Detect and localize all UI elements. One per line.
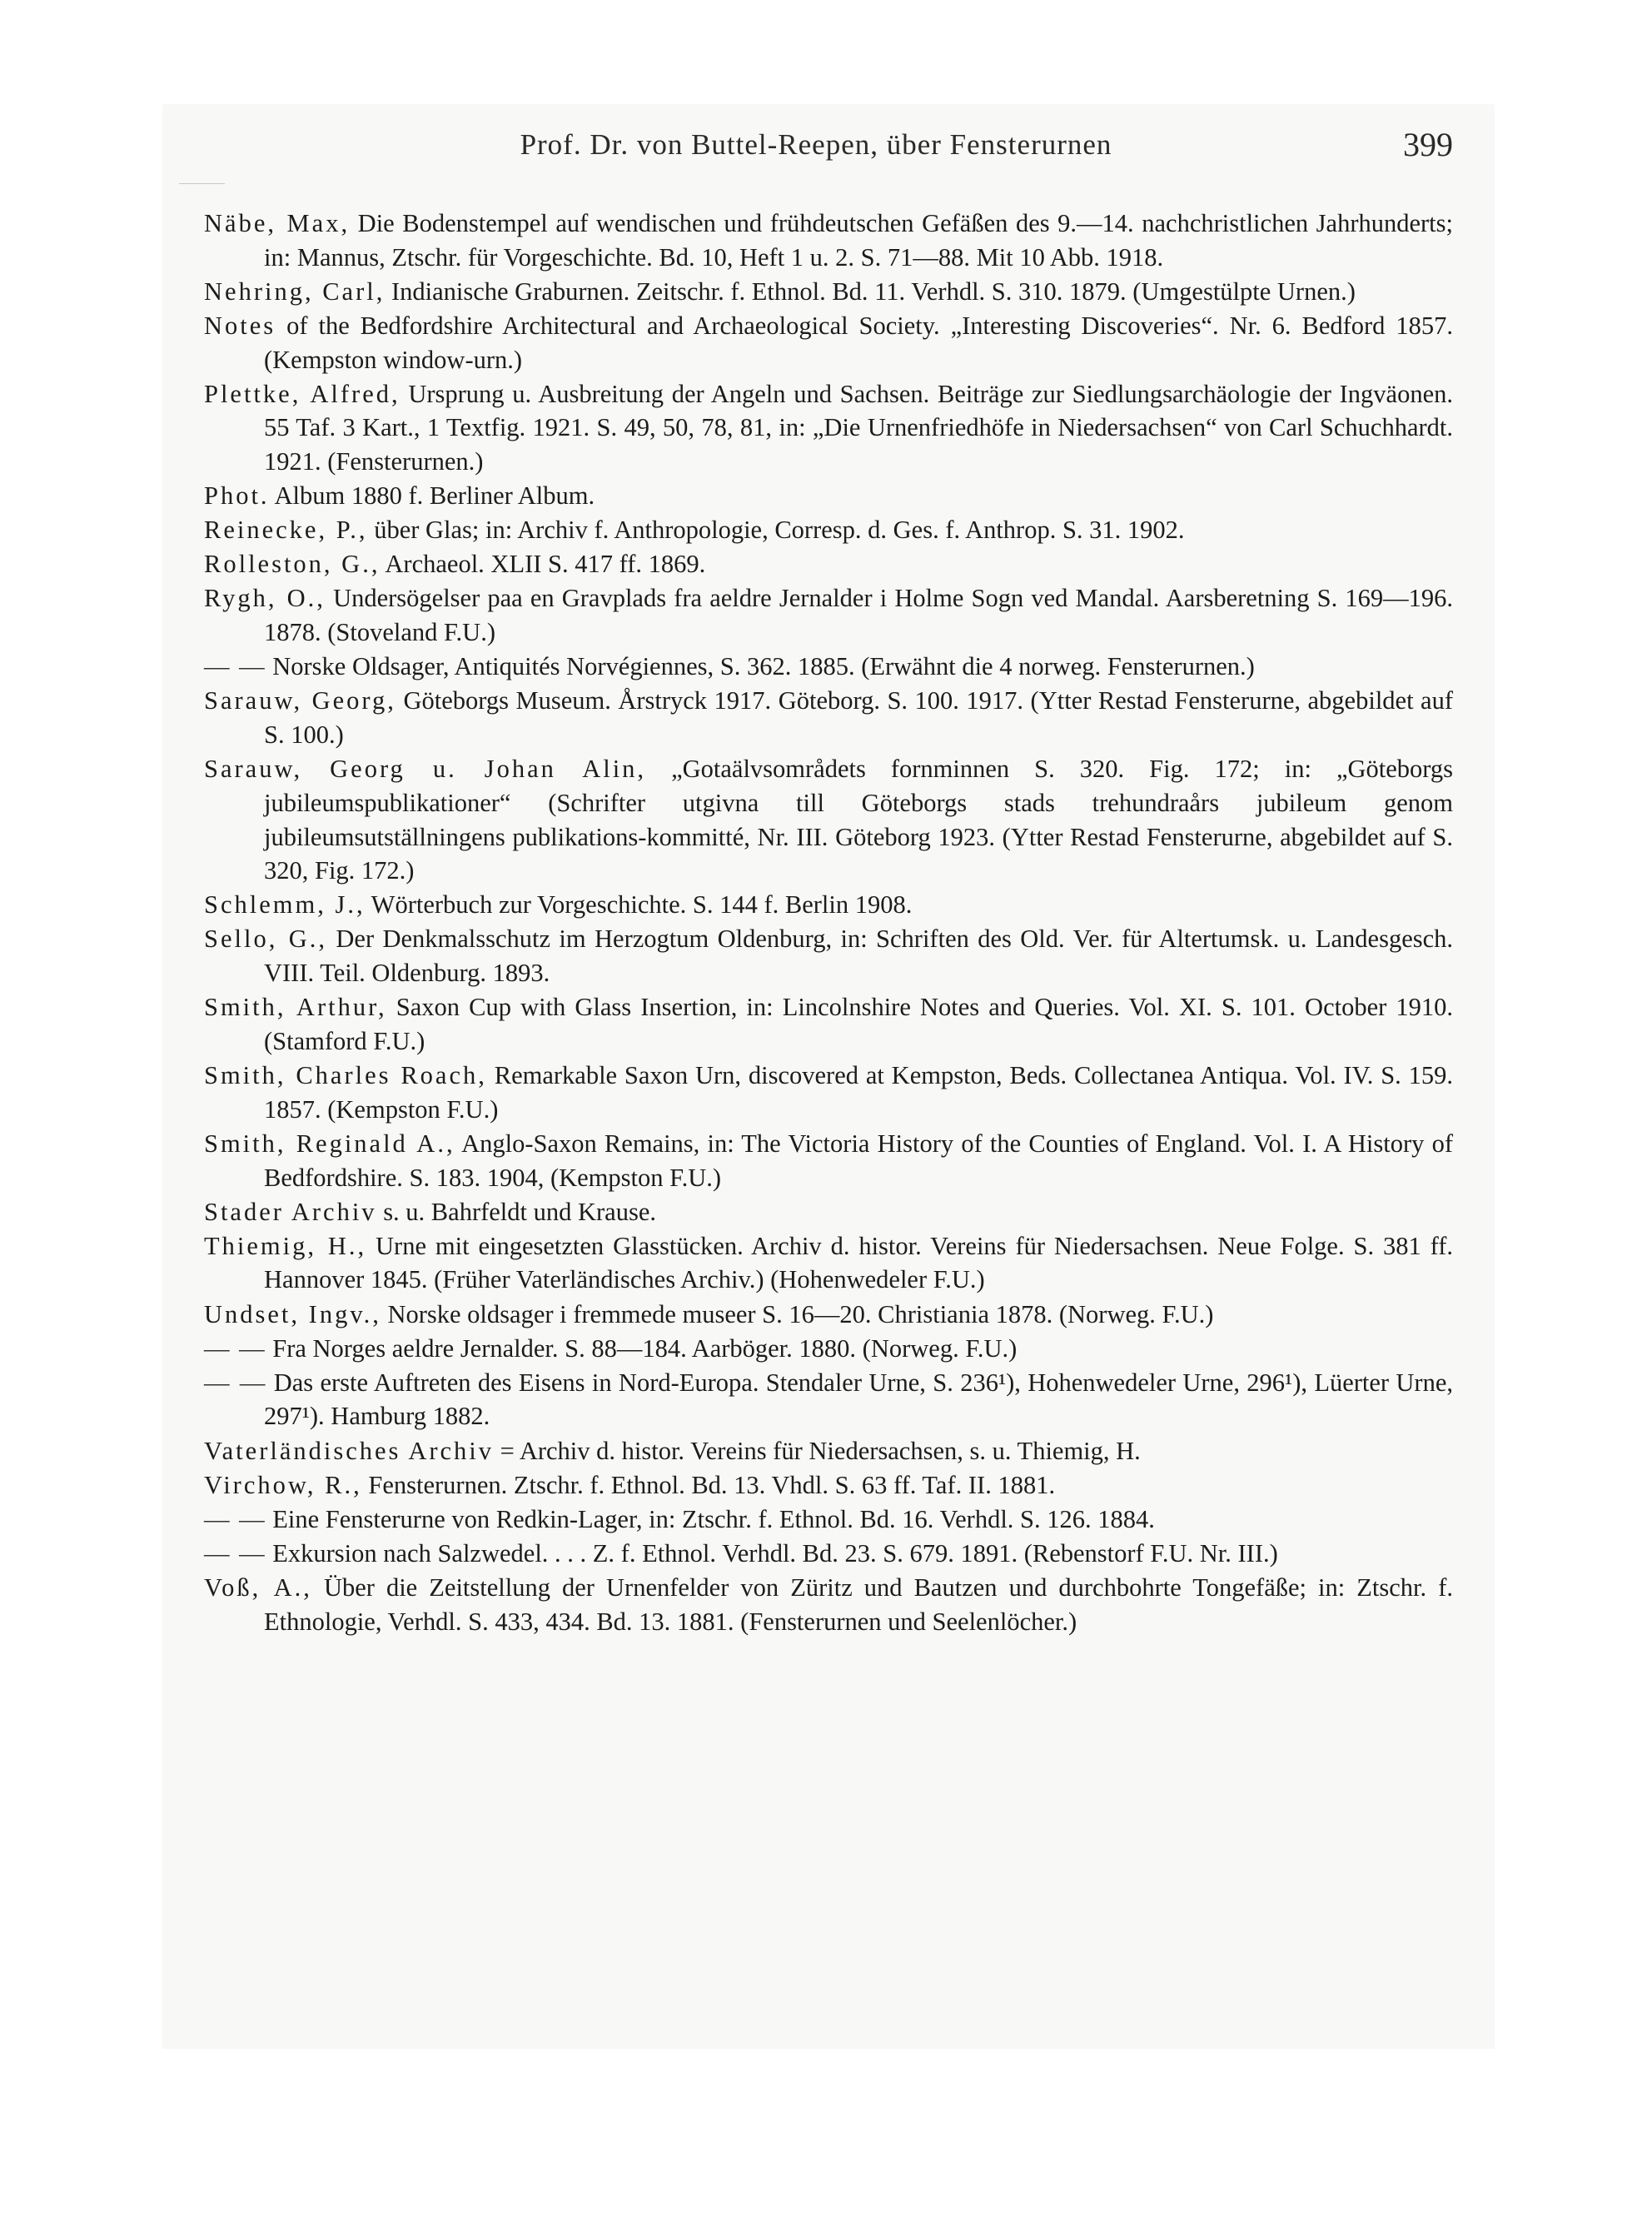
entry-author: — —: [204, 1504, 266, 1533]
entry-author: Virchow, R.,: [204, 1470, 362, 1499]
entry-author: Undset, Ingv.,: [204, 1299, 381, 1328]
page-header: [179, 125, 1453, 175]
entry-author: Stader Archiv: [204, 1197, 377, 1226]
entry-text: Norske Oldsager, Antiquités Norvégiennes, S. 362. 1885. (Erwähnt die 4 norweg. Fensterurnen.): [272, 652, 1255, 681]
entry-author: Phot.: [204, 481, 270, 511]
entry-text: Indianische Graburnen. Zeitschr. f. Ethnol. Bd. 11. Verhdl. S. 310. 1879. (Umgestülpte Urnen.): [391, 277, 1356, 306]
entry-text: Wörterbuch zur Vorgeschichte. S. 144 f. Berlin 1908.: [371, 890, 913, 920]
bibliography-entry: [204, 650, 1453, 684]
bibliography-entry: [204, 547, 1453, 581]
entry-author: Nehring, Carl,: [204, 277, 386, 306]
entry-text: über Glas; in: Archiv f. Anthropologie, Corresp. d. Ges. f. Anthrop. S. 31. 1902.: [374, 516, 1185, 545]
bibliography-entry: [204, 752, 1453, 888]
entry-author: Sarauw, Georg u. Johan Alin,: [204, 755, 647, 784]
bibliography-entry: [204, 1127, 1453, 1194]
entry-text: Fensterurnen. Ztschr. f. Ethnol. Bd. 13. Vhdl. S. 63 ff. Taf. II. 1881.: [368, 1470, 1056, 1499]
bibliography-entry: [204, 581, 1453, 649]
bibliography-entry: [204, 684, 1453, 751]
bibliography-entry: [204, 888, 1453, 922]
entry-text: Norske oldsager i fremmede museer S. 16—20. Christiania 1878. (Norweg. F.U.): [387, 1299, 1214, 1328]
bibliography-entry: [204, 1571, 1453, 1638]
entry-text: = Archiv d. histor. Vereins für Niedersachsen, s. u. Thiemig, H.: [500, 1436, 1141, 1465]
entry-author: Vaterländisches Archiv: [204, 1436, 495, 1465]
entry-author: Sarauw, Georg,: [204, 686, 396, 715]
entry-text: Die Bodenstempel auf wendischen und frühdeutschen Gefäßen des 9.—14. nachchristlichen Jahrhunderts; in: Mannus, Ztschr. für Vorgeschichte. Bd. 10, Heft 1 u. 2. S. 71—88. Mit 10 Abb. 1918.: [264, 209, 1454, 272]
bibliography-entry: [204, 1059, 1453, 1126]
entry-text: Remarkable Saxon Urn, discovered at Kempston, Beds. Collectanea Antiqua. Vol. IV. S. 159. 1857. (Kempston F.U.): [264, 1061, 1454, 1124]
entry-author: Smith, Reginald A.,: [204, 1129, 455, 1158]
entry-text: Über die Zeitstellung der Urnenfelder von Züritz und Bautzen und durchbohrte Tongefäße; in: Ztschr. f. Ethnologie, Verhdl. S. 433, 434. Bd. 13. 1881. (Fensterurnen und Seelenlöcher.): [264, 1573, 1453, 1636]
entry-text: Exkursion nach Salzwedel. . . . Z. f. Ethnol. Verhdl. Bd. 23. S. 679. 1891. (Rebenstorf F.U. Nr. III.): [272, 1538, 1278, 1568]
entry-text: Anglo-Saxon Remains, in: The Victoria History of the Counties of England. Vol. I. A History of Bedfordshire. S. 183. 1904, (Kempston F.U.): [264, 1129, 1453, 1192]
entry-text: Ursprung u. Ausbreitung der Angeln und Sachsen. Beiträge zur Siedlungsarchäologie der Ingväonen. 55 Taf. 3 Kart., 1 Textfig. 1921. S. 49, 50, 78, 81, in: „Die Urnenfriedhöfe in Niedersachsen“ von Carl Schuchhardt. 1921. (Fensterurnen.): [264, 379, 1453, 476]
entry-text: Undersögelser paa en Gravplads fra aeldre Jernalder i Holme Sogn ved Mandal. Aarsberetning S. 169—196. 1878. (Stoveland F.U.): [264, 584, 1454, 647]
entry-author: Notes: [204, 311, 276, 340]
entry-text: Urne mit eingesetzten Glasstücken. Archiv d. histor. Vereins für Niedersachsen. Neue Folge. S. 381 ff. Hannover 1845. (Früher Vaterländisches Archiv.) (Hohenwedeler F.U.): [264, 1231, 1453, 1294]
entry-text: Der Denkmalsschutz im Herzogtum Oldenburg, in: Schriften des Old. Ver. für Altertumsk. u. Landesgesch. VIII. Teil. Oldenburg. 1893.: [264, 925, 1454, 988]
entry-author: — —: [204, 1538, 266, 1568]
bibliography-entry: [204, 377, 1453, 479]
bibliography-entry: [204, 990, 1453, 1058]
entry-author: Smith, Arthur,: [204, 993, 387, 1022]
entry-author: Näbe, Max,: [204, 209, 351, 237]
bibliography-entry: [204, 207, 1453, 274]
bibliography-entry: [204, 922, 1453, 989]
bibliography-entry: [204, 479, 1453, 513]
entry-author: — —: [204, 1368, 267, 1397]
entry-author: Sello, G.,: [204, 925, 327, 954]
bibliography-entry: [204, 1366, 1453, 1433]
bibliography-entry: [204, 513, 1453, 547]
entry-author: Reinecke, P.,: [204, 516, 368, 545]
entry-author: — —: [204, 1333, 266, 1363]
bibliography-entry: [204, 1332, 1453, 1366]
entry-text: Saxon Cup with Glass Insertion, in: Lincolnshire Notes and Queries. Vol. XI. S. 101. October 1910. (Stamford F.U.): [264, 993, 1453, 1055]
entry-text: „Gotaälvsområdets fornminnen S. 320. Fig. 172; in: „Göteborgs jubileumspublikationer“ (Schrifter utgivna till Göteborgs stads trehundraårs jubileum genom jubileumsutställningens publikations-kommitté, Nr. III. Göteborg 1923. (Ytter Restad Fensterurne, abgebildet auf S. 320, Fig. 172.): [264, 755, 1454, 885]
entry-author: — —: [204, 652, 266, 681]
entry-text: Göteborgs Museum. Årstryck 1917. Göteborg. S. 100. 1917. (Ytter Restad Fensterurne, abgebildet auf S. 100.): [264, 686, 1453, 750]
entry-author: Thiemig, H.,: [204, 1231, 367, 1260]
bibliography-entry: [204, 1195, 1453, 1229]
entry-author: Plettke, Alfred,: [204, 379, 401, 408]
entry-text: Eine Fensterurne von Redkin-Lager, in: Ztschr. f. Ethnol. Bd. 16. Verhdl. S. 126. 1884.: [272, 1504, 1155, 1533]
bibliography-entry: [204, 1537, 1453, 1571]
entry-text: of the Bedfordshire Architectural and Archaeological Society. „Interesting Discoveries“. Nr. 6. Bedford 1857. (Kempston window-urn.): [264, 311, 1454, 374]
bibliography-list: [204, 207, 1453, 1639]
entry-text: Das erste Auftreten des Eisens in Nord-Europa. Stendaler Urne, S. 236¹), Hohenwedeler Urne, 296¹), Lüerter Urne, 297¹). Hamburg 1882.: [264, 1368, 1454, 1431]
bibliography-entry: [204, 1503, 1453, 1537]
header-rule: [179, 183, 225, 184]
entry-text: Archaeol. XLII S. 417 ff. 1869.: [385, 550, 706, 579]
bibliography-entry: [204, 1434, 1453, 1468]
bibliography-entry: [204, 1229, 1453, 1297]
bibliography-entry: [204, 275, 1453, 309]
entry-author: Rolleston, G.,: [204, 550, 381, 579]
entry-author: Smith, Charles Roach,: [204, 1061, 487, 1090]
page-number: 399: [1403, 126, 1453, 163]
entry-author: Schlemm, J.,: [204, 890, 366, 920]
bibliography-entry: [204, 1298, 1453, 1332]
entry-author: Voß, A.,: [204, 1573, 312, 1602]
entry-text: Album 1880 f. Berliner Album.: [274, 481, 595, 511]
bibliography-entry: [204, 309, 1453, 376]
running-title: Prof. Dr. von Buttel-Reepen, über Fensterurnen: [520, 128, 1112, 161]
entry-text: s. u. Bahrfeldt und Krause.: [383, 1197, 656, 1226]
bibliography-entry: [204, 1468, 1453, 1503]
entry-text: Fra Norges aeldre Jernalder. S. 88—184. Aarböger. 1880. (Norweg. F.U.): [272, 1333, 1018, 1363]
entry-author: Rygh, O.,: [204, 584, 326, 613]
